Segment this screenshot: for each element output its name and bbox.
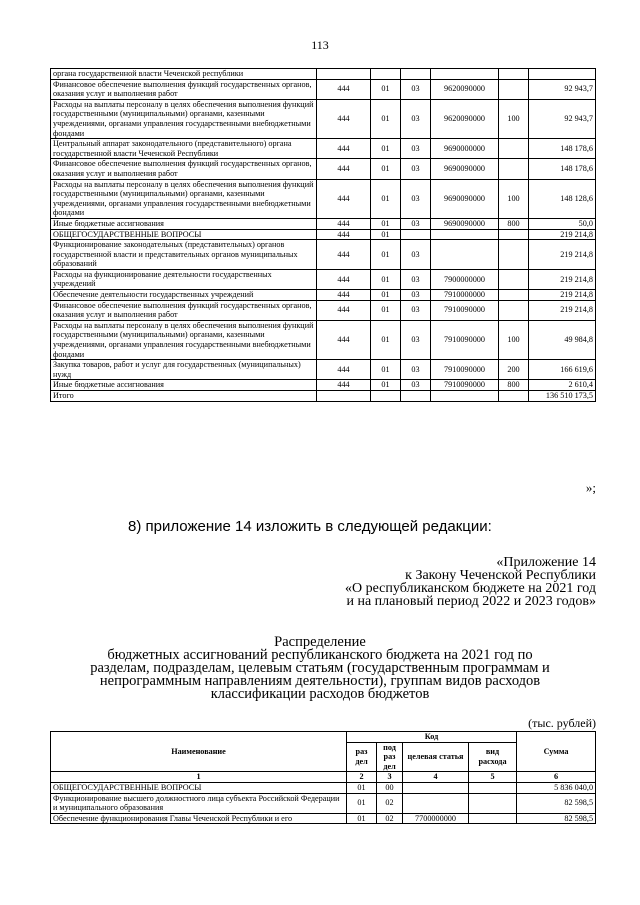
row-ministry-code: 444 [317, 79, 371, 99]
row-section: 01 [347, 793, 377, 813]
table-row [51, 380, 596, 391]
row-amount: 136 510 173,5 [529, 391, 596, 402]
table-row [51, 240, 596, 270]
row-section: 01 [371, 240, 401, 270]
row-expense-kind [499, 229, 529, 240]
row-expense-kind [499, 69, 529, 80]
column-index: 1 [51, 772, 347, 783]
row-amount [529, 69, 596, 80]
row-expense-kind [499, 79, 529, 99]
row-name: Функционирование высшего должностного лица субъекта Российской Федерации и муниципального образования [51, 793, 347, 813]
row-target-article: 9690090000 [431, 218, 499, 229]
row-name: органа государственной власти Чеченской республики [51, 69, 317, 80]
row-name: Финансовое обеспечение выполнения функций государственных органов, оказания услуг и выполнения работ [51, 79, 317, 99]
row-section: 01 [371, 79, 401, 99]
row-name: Закупка товаров, работ и услуг для государственных (муниципальных) нужд [51, 360, 317, 380]
row-expense-kind: 800 [499, 380, 529, 391]
row-section: 01 [371, 179, 401, 218]
table-row [51, 290, 596, 301]
budget-table-continued [50, 68, 596, 402]
row-section: 01 [371, 99, 401, 138]
row-subsection: 02 [377, 793, 403, 813]
row-name: Расходы на выплаты персоналу в целях обеспечения выполнения функций государственными (муниципальными) органами, казенными учреждениями, органами управления государственными внебюджетными фондами [51, 320, 317, 359]
row-name: Расходы на функционирование деятельности государственных учреждений [51, 269, 317, 289]
row-expense-kind: 100 [499, 99, 529, 138]
row-target-article: 7910000000 [431, 290, 499, 301]
row-subsection: 03 [401, 290, 431, 301]
row-section: 01 [347, 782, 377, 793]
header-kind: вид расхода [469, 742, 517, 772]
distribution-title-line: Распределение [274, 634, 366, 650]
row-target-article: 7910090000 [431, 300, 499, 320]
row-section: 01 [371, 380, 401, 391]
row-ministry-code: 444 [317, 99, 371, 138]
row-amount: 148 128,6 [529, 179, 596, 218]
row-amount: 50,0 [529, 218, 596, 229]
row-section: 01 [371, 320, 401, 359]
row-subsection [401, 391, 431, 402]
row-subsection: 03 [401, 218, 431, 229]
row-section: 01 [371, 159, 401, 179]
row-subsection: 03 [401, 360, 431, 380]
row-target-article: 7700000000 [403, 813, 469, 824]
row-ministry-code: 444 [317, 320, 371, 359]
row-subsection: 03 [401, 159, 431, 179]
row-target-article [431, 240, 499, 270]
appendix-line: и на плановый период 2022 и 2023 годов» [346, 594, 596, 609]
column-index: 5 [469, 772, 517, 783]
page-number: 113 [311, 38, 329, 52]
table-row [51, 360, 596, 380]
row-name: Центральный аппарат законодательного (представительного) органа государственной власти Чеченской Республики [51, 139, 317, 159]
row-ministry-code: 444 [317, 179, 371, 218]
row-section [371, 391, 401, 402]
row-subsection: 03 [401, 179, 431, 218]
row-amount: 92 943,7 [529, 79, 596, 99]
distribution-title-line: классификации расходов бюджетов [210, 686, 430, 702]
row-name: Обеспечение функционирования Главы Чеченской Республики и его [51, 813, 347, 824]
row-amount: 2 610,4 [529, 380, 596, 391]
row-ministry-code [317, 391, 371, 402]
table-row [51, 179, 596, 218]
row-section: 01 [371, 269, 401, 289]
units-label: (тыс. рублей) [528, 716, 596, 730]
table-row [51, 99, 596, 138]
row-expense-kind [499, 290, 529, 301]
row-subsection: 03 [401, 320, 431, 359]
row-section: 01 [371, 360, 401, 380]
header-sum: Сумма [517, 732, 596, 772]
distribution-title-line: разделам, подразделам, целевым статьям (государственным программам и [90, 660, 550, 676]
row-expense-kind [499, 139, 529, 159]
table-row [51, 793, 596, 813]
row-target-article: 9690090000 [431, 159, 499, 179]
row-section: 01 [371, 229, 401, 240]
distribution-title [80, 636, 560, 701]
appendix-line: «О республиканском бюджете на 2021 год [345, 581, 596, 596]
row-target-article: 9690000000 [431, 139, 499, 159]
column-index-row [51, 772, 596, 783]
row-expense-kind: 800 [499, 218, 529, 229]
row-name: Финансовое обеспечение выполнения функций государственных органов, оказания услуг и выполнения работ [51, 300, 317, 320]
row-name: Иные бюджетные ассигнования [51, 218, 317, 229]
row-amount: 148 178,6 [529, 139, 596, 159]
row-ministry-code: 444 [317, 139, 371, 159]
header-name: Наименование [51, 732, 347, 772]
row-subsection [401, 69, 431, 80]
row-amount: 219 214,8 [529, 269, 596, 289]
row-amount: 5 836 040,0 [517, 782, 596, 793]
row-expense-kind: 100 [499, 320, 529, 359]
row-target-article [431, 229, 499, 240]
column-index: 4 [403, 772, 469, 783]
row-amount: 219 214,8 [529, 240, 596, 270]
row-section [371, 69, 401, 80]
row-ministry-code: 444 [317, 269, 371, 289]
row-name: Расходы на выплаты персоналу в целях обеспечения выполнения функций государственными (муниципальными) органами, казенными учреждениями, органами управления государственными внебюджетными фондами [51, 99, 317, 138]
table-row [51, 79, 596, 99]
distribution-table [50, 731, 596, 824]
row-amount: 148 178,6 [529, 159, 596, 179]
row-subsection: 02 [377, 813, 403, 824]
row-name: ОБЩЕГОСУДАРСТВЕННЫЕ ВОПРОСЫ [51, 782, 347, 793]
row-target-article: 9620090000 [431, 99, 499, 138]
row-section: 01 [371, 300, 401, 320]
row-expense-kind [499, 391, 529, 402]
appendix-heading [345, 556, 596, 608]
row-ministry-code: 444 [317, 380, 371, 391]
appendix-line: «Приложение 14 [496, 555, 596, 570]
table-row [51, 813, 596, 824]
row-section: 01 [371, 290, 401, 301]
row-ministry-code: 444 [317, 290, 371, 301]
table-row [51, 139, 596, 159]
distribution-title-line: непрограммным направлениям деятельности), группам видов расходов [99, 673, 541, 689]
row-expense-kind [499, 240, 529, 270]
header-code: Код [347, 732, 517, 743]
row-ministry-code: 444 [317, 300, 371, 320]
row-target-article: 7910090000 [431, 380, 499, 391]
table-row [51, 269, 596, 289]
row-ministry-code: 444 [317, 240, 371, 270]
row-amount: 219 214,8 [529, 290, 596, 301]
row-ministry-code: 444 [317, 218, 371, 229]
row-amount: 219 214,8 [529, 300, 596, 320]
row-subsection: 00 [377, 782, 403, 793]
row-name: Расходы на выплаты персоналу в целях обеспечения выполнения функций государственными (муниципальными) органами, казенными учреждениями, органами управления государственными внебюджетными фондами [51, 179, 317, 218]
row-amount: 92 943,7 [529, 99, 596, 138]
row-amount: 49 984,8 [529, 320, 596, 359]
row-subsection: 03 [401, 139, 431, 159]
row-subsection: 03 [401, 300, 431, 320]
table-row [51, 159, 596, 179]
row-section: 01 [371, 139, 401, 159]
table-row [51, 391, 596, 402]
row-subsection: 03 [401, 269, 431, 289]
table-row [51, 218, 596, 229]
header-podrazdel: под раз дел [377, 742, 403, 772]
row-target-article: 7910090000 [431, 320, 499, 359]
header-target: целевая статья [403, 742, 469, 772]
row-ministry-code: 444 [317, 229, 371, 240]
row-name: Функционирование законодательных (представительных) органов государственной власти и представительных органов муниципальных образований [51, 240, 317, 270]
row-ministry-code: 444 [317, 159, 371, 179]
row-amount: 166 619,6 [529, 360, 596, 380]
row-expense-kind [469, 813, 517, 824]
column-index: 6 [517, 772, 596, 783]
table-row [51, 229, 596, 240]
row-subsection [401, 229, 431, 240]
row-expense-kind [499, 269, 529, 289]
row-amount: 219 214,8 [529, 229, 596, 240]
row-expense-kind [469, 793, 517, 813]
column-index: 3 [377, 772, 403, 783]
row-target-article: 9690090000 [431, 179, 499, 218]
row-name: Финансовое обеспечение выполнения функций государственных органов, оказания услуг и выполнения работ [51, 159, 317, 179]
row-section: 01 [371, 218, 401, 229]
row-section: 01 [347, 813, 377, 824]
row-subsection: 03 [401, 79, 431, 99]
row-name: Обеспечение деятельности государственных учреждений [51, 290, 317, 301]
row-expense-kind: 100 [499, 179, 529, 218]
row-target-article [431, 69, 499, 80]
column-index: 2 [347, 772, 377, 783]
row-target-article: 7910090000 [431, 360, 499, 380]
row-name: Иные бюджетные ассигнования [51, 380, 317, 391]
table-row [51, 300, 596, 320]
table-row [51, 320, 596, 359]
row-target-article [403, 793, 469, 813]
row-name: ОБЩЕГОСУДАРСТВЕННЫЕ ВОПРОСЫ [51, 229, 317, 240]
amendment-instruction: 8) приложение 14 изложить в следующей редакции: [128, 518, 492, 535]
row-ministry-code: 444 [317, 360, 371, 380]
header-razdel: раз дел [347, 742, 377, 772]
row-subsection: 03 [401, 380, 431, 391]
row-amount: 82 598,5 [517, 813, 596, 824]
row-expense-kind [499, 300, 529, 320]
row-target-article [431, 391, 499, 402]
row-target-article: 9620090000 [431, 79, 499, 99]
closing-quote: »; [585, 480, 596, 495]
appendix-line: к Закону Чеченской Республики [405, 568, 596, 583]
row-target-article [403, 782, 469, 793]
row-expense-kind [499, 159, 529, 179]
row-name: Итого [51, 391, 317, 402]
row-subsection: 03 [401, 240, 431, 270]
row-expense-kind: 200 [499, 360, 529, 380]
row-expense-kind [469, 782, 517, 793]
row-target-article: 7900000000 [431, 269, 499, 289]
row-subsection: 03 [401, 99, 431, 138]
distribution-title-line: бюджетных ассигнований республиканского бюджета на 2021 год по [107, 647, 533, 663]
table-row [51, 69, 596, 80]
row-ministry-code [317, 69, 371, 80]
row-amount: 82 598,5 [517, 793, 596, 813]
table-row [51, 782, 596, 793]
